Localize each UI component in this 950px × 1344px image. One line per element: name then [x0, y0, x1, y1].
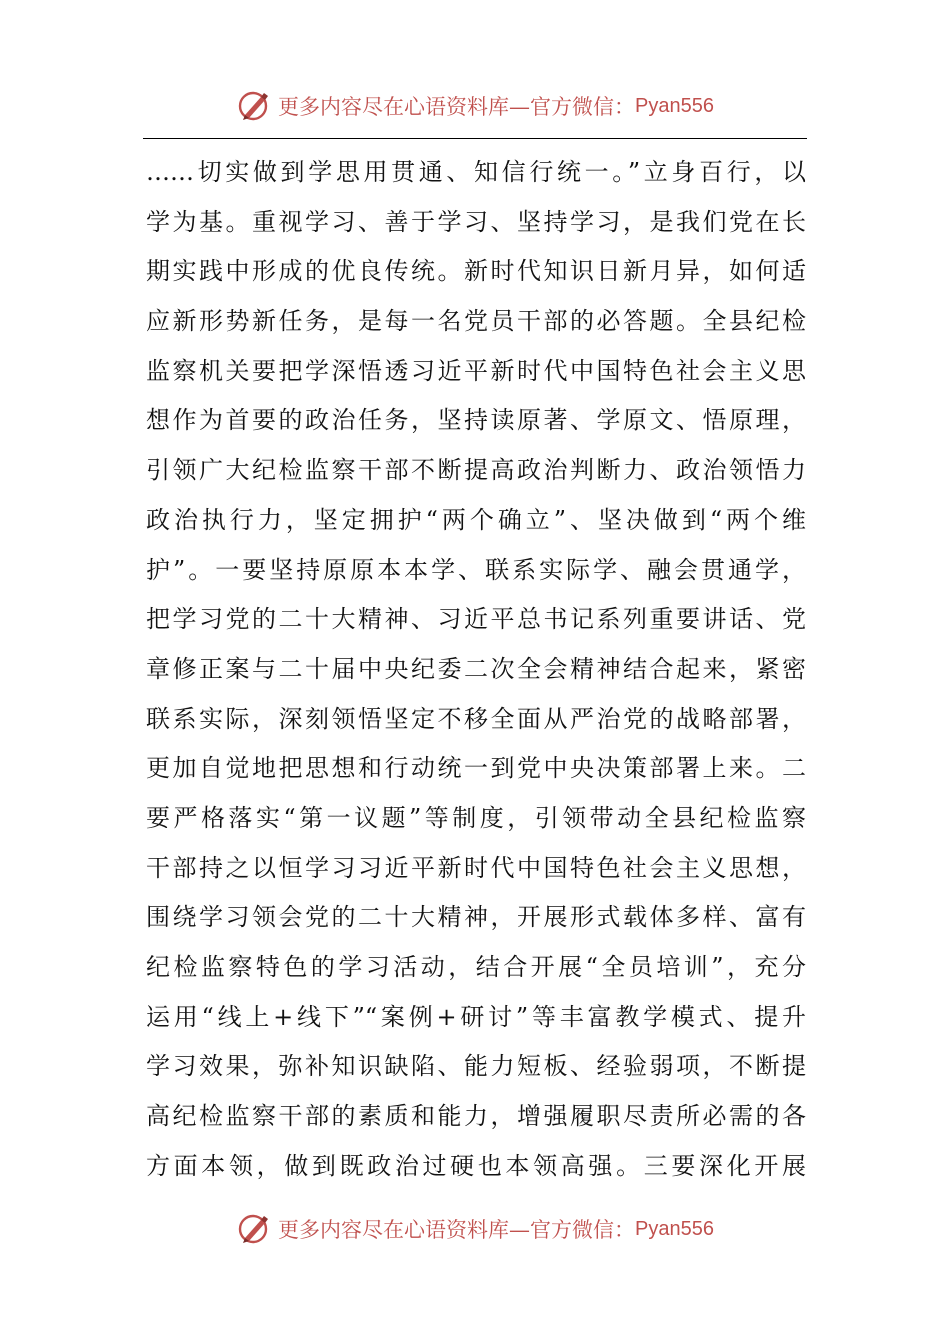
body-line: 想作为首要的政治任务，坚持读原著、学原文、悟原理，	[146, 406, 806, 435]
body-line: 干部持之以恒学习习近平新时代中国特色社会主义思想，	[146, 853, 806, 882]
body-line: 政治执行力，坚定拥护“两个确立”、坚决做到“两个维	[146, 505, 806, 534]
body-line: 要严格落实“第一议题”等制度，引领带动全县纪检监察	[146, 803, 806, 832]
body-line: 学为基。重视学习、善于学习、坚持学习，是我们党在长	[146, 207, 806, 236]
body-line: 护”。一要坚持原原本本学、联系实际学、融会贯通学，	[146, 555, 806, 584]
document-body	[146, 148, 806, 1191]
body-line: ……切实做到学思用贯通、知信行统一。”立身百行，以	[146, 158, 806, 186]
body-line: 应新形势新任务，是每一名党员干部的必答题。全县纪检	[146, 307, 806, 336]
header-watermark-banner	[0, 84, 950, 128]
body-line: 围绕学习领会党的二十大精神，开展形式载体多样、富有	[146, 903, 806, 932]
body-line: 引领广大纪检监察干部不断提高政治判断力、政治领悟力	[146, 456, 806, 485]
footer-watermark-banner	[0, 1207, 950, 1251]
body-line: 更加自觉地把思想和行动统一到党中央决策部署上来。二	[146, 754, 806, 783]
header-divider	[143, 138, 807, 139]
body-line: 纪检监察特色的学习活动，结合开展“全员培训”，充分	[146, 953, 806, 981]
body-line: 期实践中形成的优良传统。新时代知识日新月异，如何适	[146, 257, 806, 286]
body-line: 学习效果，弥补知识缺陷、能力短板、经验弱项，不断提	[146, 1052, 806, 1081]
footer-banner-text: 更多内容尽在心语资料库—官方微信：	[278, 1218, 636, 1242]
header-banner-wechat-id: Pyan556	[635, 94, 714, 117]
body-line: 把学习党的二十大精神、习近平总书记系列重要讲话、党	[146, 605, 806, 634]
pen-circle-icon	[236, 1211, 272, 1247]
pen-circle-icon	[236, 88, 272, 124]
body-line: 运用“线上+线下”“案例+研讨”等丰富教学模式、提升	[146, 1002, 806, 1031]
body-line: 章修正案与二十届中央纪委二次全会精神结合起来，紧密	[146, 654, 806, 683]
footer-banner-wechat-id: Pyan556	[635, 1217, 714, 1240]
body-line: 监察机关要把学深悟透习近平新时代中国特色社会主义思	[146, 356, 806, 385]
body-line: 方面本领，做到既政治过硬也本领高强。三要深化开展	[146, 1151, 806, 1180]
body-line: 联系实际，深刻领悟坚定不移全面从严治党的战略部署，	[146, 704, 806, 733]
body-line: 高纪检监察干部的素质和能力，增强履职尽责所必需的各	[146, 1102, 806, 1131]
header-banner-text: 更多内容尽在心语资料库—官方微信：	[278, 95, 636, 119]
